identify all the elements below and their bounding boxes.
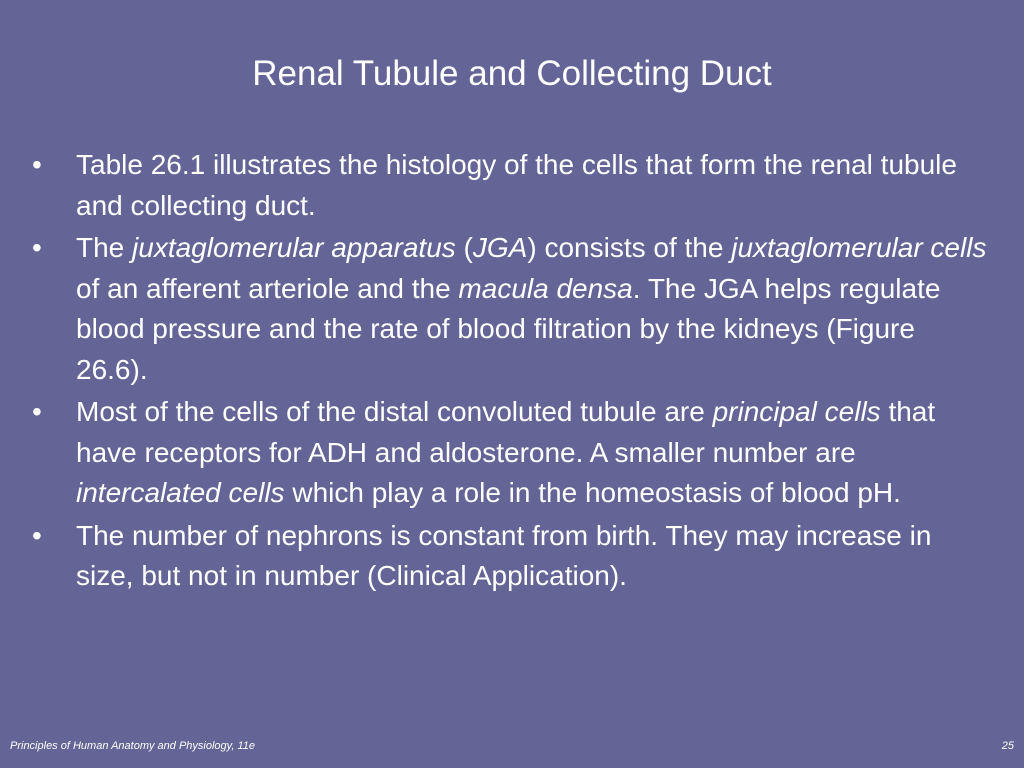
term-jga: JGA	[472, 232, 528, 263]
bullet-text-part: which play a role in the homeostasis of blood pH.	[284, 477, 901, 508]
footer-source: Principles of Human Anatomy and Physiology, 11e	[10, 740, 255, 752]
bullet-item-1	[30, 145, 990, 226]
term-intercalated-cells: intercalated cells	[76, 477, 285, 508]
bullet-list	[30, 145, 990, 599]
page-number: 25	[1001, 740, 1014, 752]
bullet-text-part: that have receptors for ADH and aldosterone. A smaller number are	[76, 396, 936, 468]
bullet-text-part: ) consists of the	[527, 232, 732, 263]
bullet-icon: •	[32, 149, 42, 180]
bullet-item-2	[30, 228, 990, 390]
term-macula-densa: macula densa	[458, 272, 633, 304]
bullet-text-part: Most of the cells of the distal convoluted tubule are	[76, 396, 713, 427]
term-principal-cells: principal cells	[712, 396, 881, 427]
bullet-text-part: (	[455, 232, 473, 263]
slide-title: Renal Tubule and Collecting Duct	[252, 54, 772, 93]
bullet-item-3	[30, 392, 990, 514]
bullet-icon: •	[32, 396, 42, 427]
term-juxtaglomerular-cells: juxtaglomerular cells	[731, 232, 987, 263]
term-juxtaglomerular-apparatus: juxtaglomerular apparatus	[132, 232, 456, 263]
bullet-icon: •	[32, 232, 42, 263]
bullet-text-part: . The JGA helps regulate blood pressure and the rate of blood filtration by the kidneys (Figure 26.6).	[76, 272, 941, 385]
bullet-icon: •	[32, 519, 42, 551]
bullet-text-part: The	[76, 232, 133, 263]
bullet-text: The number of nephrons is constant from birth. They may increase in size, but not in number (Clinical Application).	[76, 519, 932, 591]
bullet-text-part: of an afferent arteriole and the	[76, 272, 459, 304]
bullet-item-4	[30, 516, 990, 597]
bullet-text: Table 26.1 illustrates the histology of the cells that form the renal tubule and collecting duct.	[76, 149, 957, 221]
